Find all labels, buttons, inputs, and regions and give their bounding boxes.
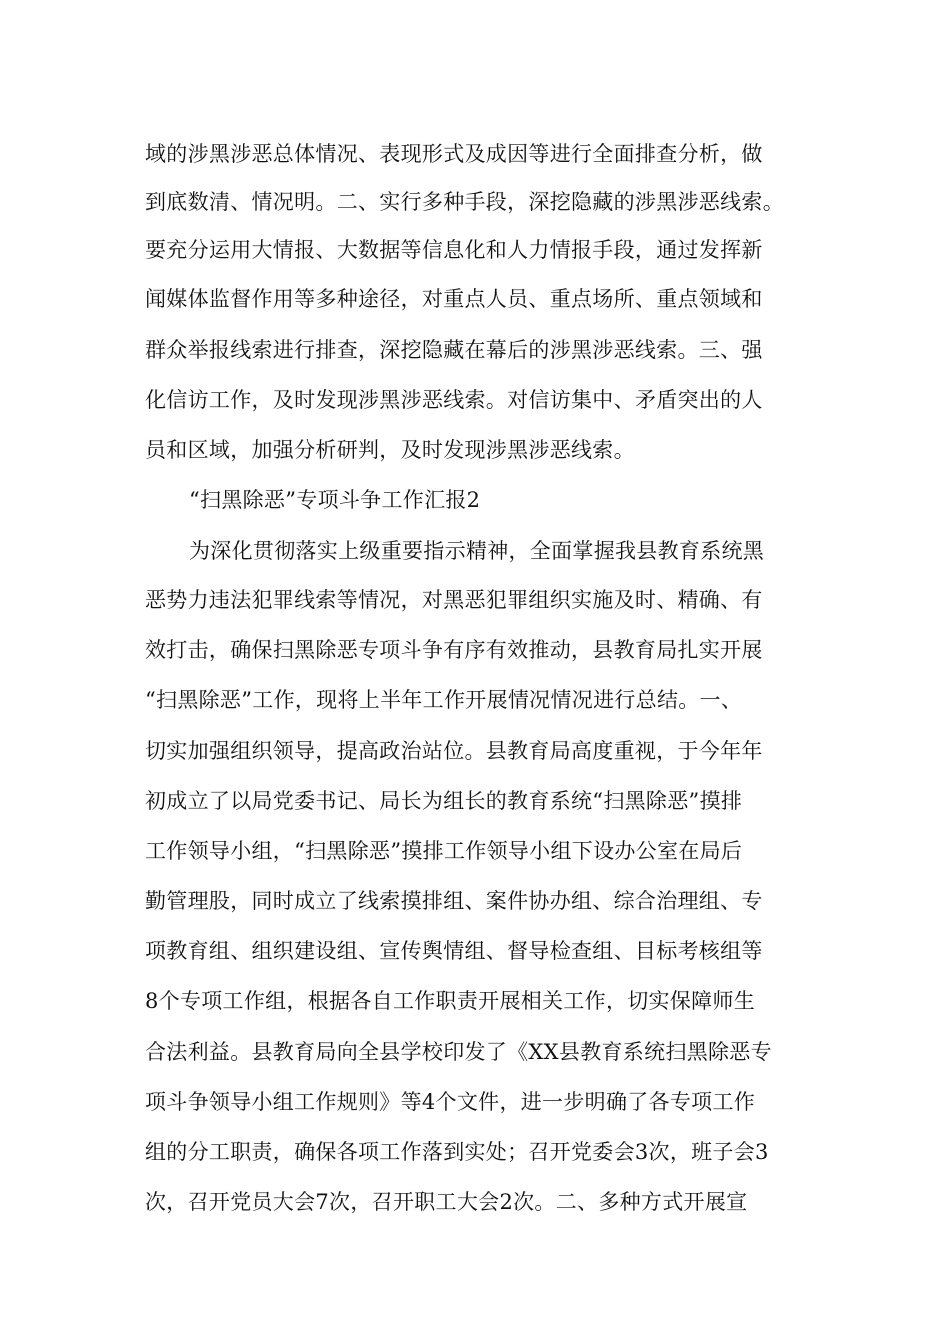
text-line: 恶势力违法犯罪线索等情况，对黑恶犯罪组织实施及时、精确、有	[145, 588, 763, 612]
section-heading: “扫黑除恶”专项斗争工作汇报2	[189, 488, 481, 512]
text-line: 合法利益。县教育局向全县学校印发了《XX县教育系统扫黑除恶专	[145, 1040, 772, 1064]
text-line: 到底数清、情况明。二、实行多种手段，深挖隐藏的涉黑涉恶线索。	[145, 190, 784, 214]
text-line: 次，召开党员大会7次，召开职工大会2次。二、多种方式开展宣	[145, 1190, 748, 1214]
text-line: 初成立了以局党委书记、局长为组长的教育系统“扫黑除恶”摸排	[145, 789, 743, 813]
text-line: 切实加强组织领导，提高政治站位。县教育局高度重视，于今年年	[145, 739, 763, 763]
text-line: 工作领导小组，“扫黑除恶”摸排工作领导小组下设办公室在局后	[145, 839, 743, 863]
text-line: 群众举报线索进行排查，深挖隐藏在幕后的涉黑涉恶线索。三、强	[145, 338, 763, 362]
text-line: 域的涉黑涉恶总体情况、表现形式及成因等进行全面排查分析，做	[145, 142, 763, 166]
text-line: 化信访工作，及时发现涉黑涉恶线索。对信访集中、矛盾突出的人	[145, 388, 763, 412]
text-line: “扫黑除恶”工作，现将上半年工作开展情况情况进行总结。一、	[145, 688, 743, 712]
text-line: 员和区域，加强分析研判，及时发现涉黑涉恶线索。	[145, 438, 635, 462]
text-line: 8个专项工作组，根据各自工作职责开展相关工作，切实保障师生	[145, 989, 756, 1013]
text-line: 项斗争领导小组工作规则》等4个文件，进一步明确了各专项工作	[145, 1090, 756, 1114]
text-line: 效打击，确保扫黑除恶专项斗争有序有效推动，县教育局扎实开展	[145, 638, 763, 662]
text-line: 为深化贯彻落实上级重要指示精神，全面掌握我县教育系统黑	[189, 539, 765, 563]
text-line: 项教育组、组织建设组、宣传舆情组、督导检查组、目标考核组等	[145, 939, 763, 963]
text-line: 组的分工职责，确保各项工作落到实处；召开党委会3次，班子会3	[145, 1140, 769, 1164]
text-line: 要充分运用大情报、大数据等信息化和人力情报手段，通过发挥新	[145, 238, 763, 262]
text-line: 闻媒体监督作用等多种途径，对重点人员、重点场所、重点领域和	[145, 287, 763, 311]
text-line: 勤管理股，同时成立了线索摸排组、案件协办组、综合治理组、专	[145, 889, 763, 913]
